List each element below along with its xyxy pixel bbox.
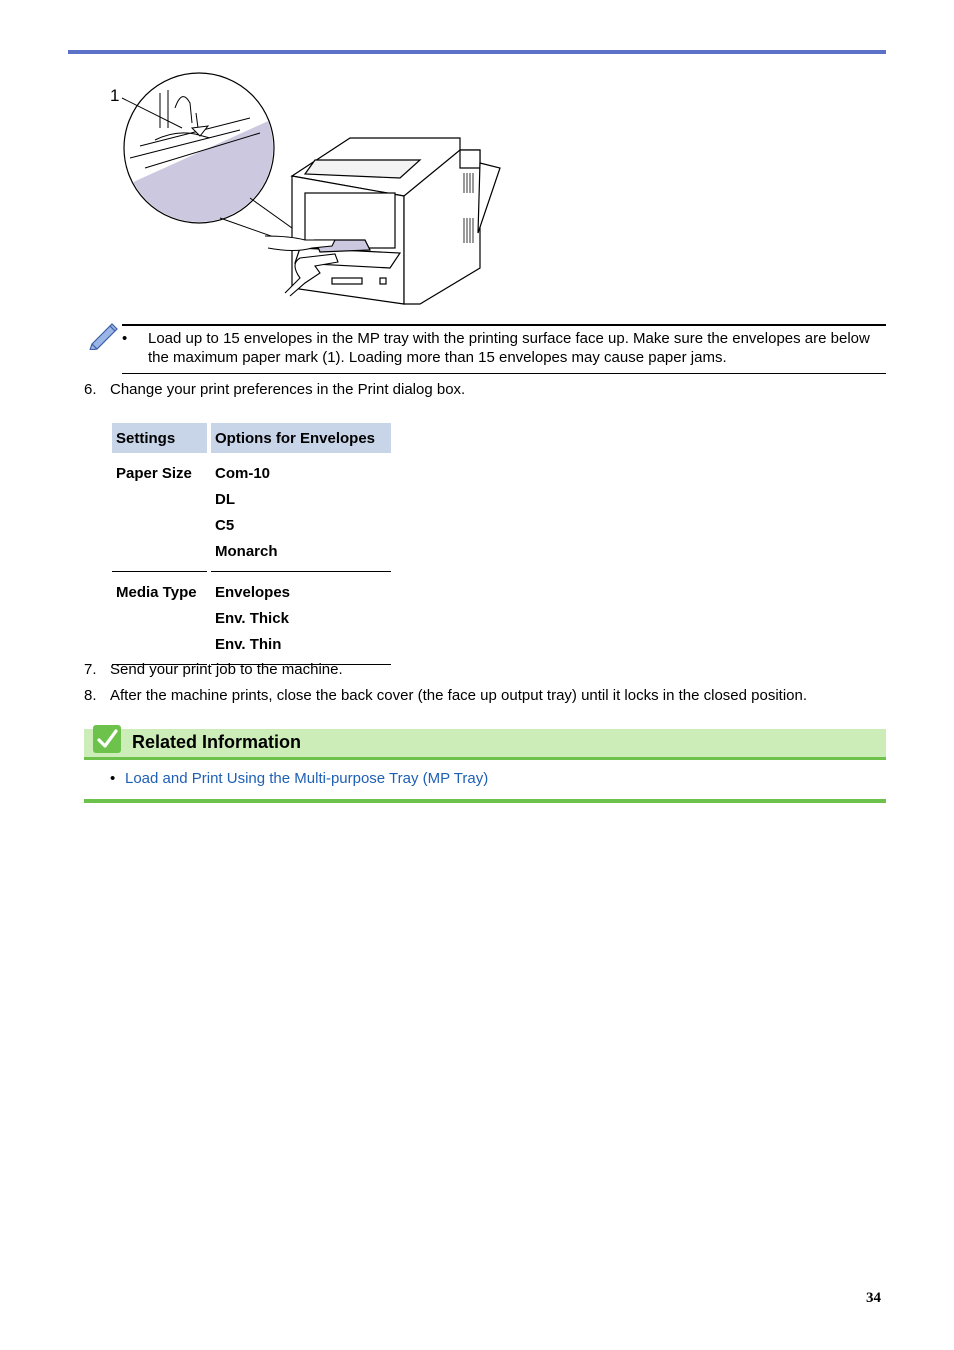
top-rule	[68, 50, 886, 54]
envelope-settings-table	[108, 423, 395, 665]
note-bottom-rule	[122, 373, 886, 374]
options-cell: Com-10 DL C5 Monarch	[211, 453, 391, 572]
step-7	[84, 660, 343, 679]
note-bullet: •	[122, 330, 128, 347]
note-box	[84, 322, 886, 374]
table-row	[112, 453, 391, 572]
related-header	[84, 729, 886, 760]
step-number: 6.	[84, 381, 97, 398]
callout-number: 1	[110, 86, 120, 105]
step-number: 8.	[84, 687, 97, 704]
step-number: 7.	[84, 661, 97, 678]
printer-illustration	[100, 68, 520, 313]
step-text: Send your print job to the machine.	[110, 661, 343, 678]
checkmark-icon	[93, 725, 121, 753]
related-body	[84, 760, 886, 803]
printer-body	[292, 138, 500, 304]
setting-cell: Media Type	[112, 572, 207, 665]
magnified-tray-detail	[120, 73, 320, 248]
related-title: Related Information	[132, 732, 302, 752]
column-header-settings: Settings	[112, 423, 207, 453]
page-number: 34	[866, 1290, 881, 1306]
table-row	[112, 572, 391, 665]
note-text: Load up to 15 envelopes in the MP tray with the printing surface face up. Make sure the envelopes are below the maximum paper mark (1). Loading more than 15 envelopes may cause paper jams.	[148, 330, 870, 366]
step-8	[84, 686, 807, 705]
setting-cell: Paper Size	[112, 453, 207, 572]
step-text: Change your print preferences in the Print dialog box.	[110, 381, 466, 398]
related-link-mp-tray[interactable]: Load and Print Using the Multi-purpose Tray (MP Tray)	[125, 770, 489, 787]
pencil-icon	[86, 320, 122, 350]
step-text: After the machine prints, close the back cover (the face up output tray) until it locks in the closed position.	[110, 687, 808, 704]
step-6	[84, 380, 465, 399]
column-header-options: Options for Envelopes	[211, 423, 391, 453]
note-top-rule	[122, 324, 886, 326]
related-bullet: •	[110, 770, 116, 787]
options-cell: Envelopes Env. Thick Env. Thin	[211, 572, 391, 665]
related-information	[84, 729, 886, 803]
